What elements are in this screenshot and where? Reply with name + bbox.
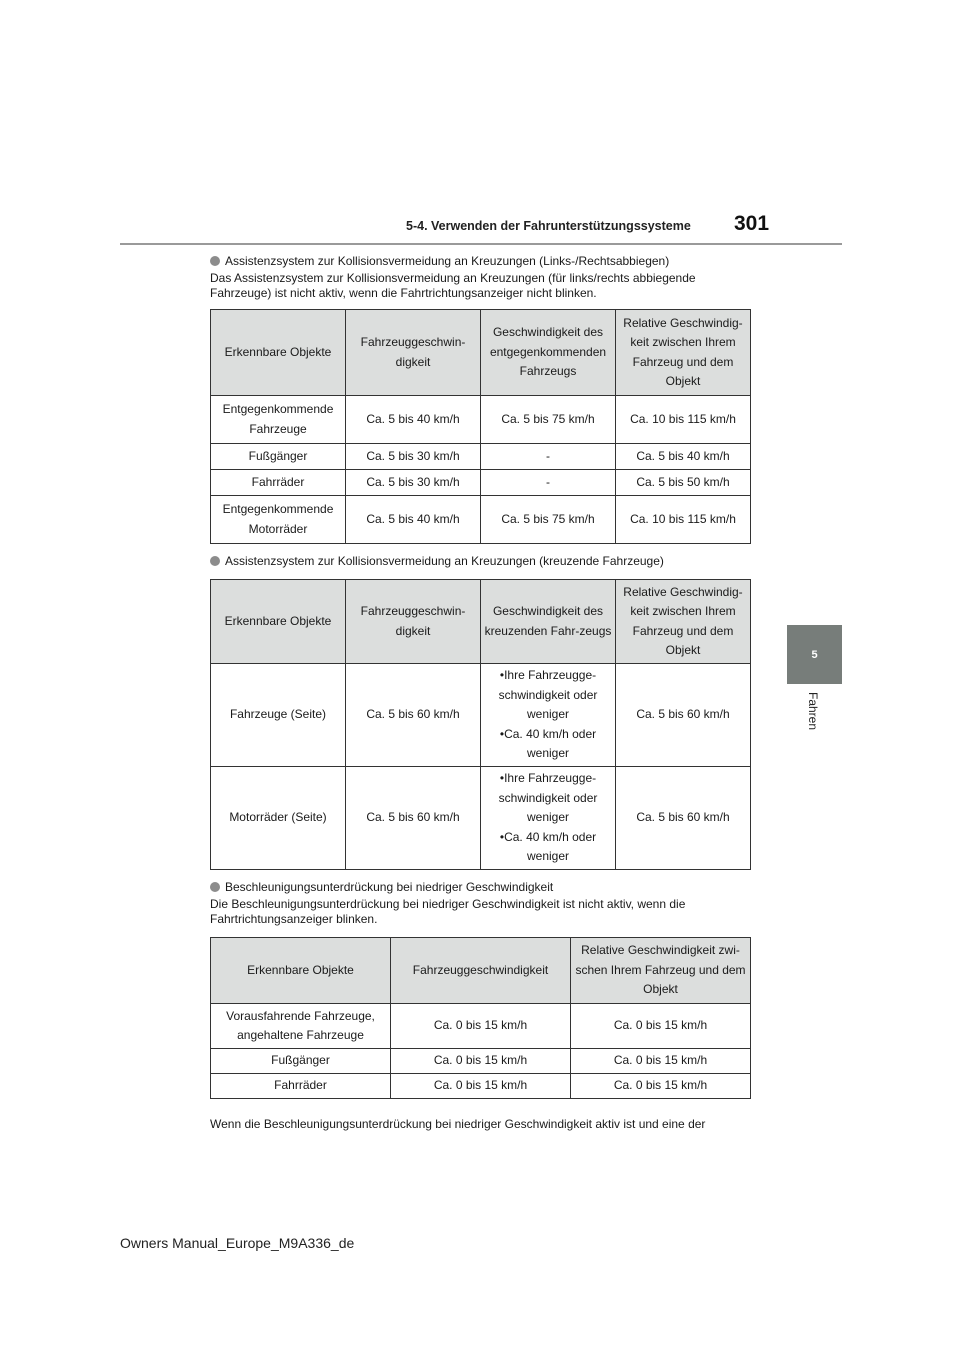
section-heading-acceleration <box>210 879 750 895</box>
condition-list <box>484 769 612 867</box>
closing-paragraph: Wenn die Beschleunigungsunterdrückung bei niedriger Geschwindigkeit aktiv ist und eine der <box>210 1117 706 1131</box>
table-cell: Ca. 0 bis 15 km/h <box>391 1074 571 1099</box>
document-id: Owners Manual_Europe_M9A336_de <box>120 1235 355 1251</box>
table-row <box>211 664 751 767</box>
table-cell: Ca. 0 bis 15 km/h <box>571 1049 751 1074</box>
table-cell: - <box>481 470 616 496</box>
header-cell: Relative Geschwindig-keit zwischen Ihrem Fahrzeug und dem Objekt <box>616 310 751 396</box>
table-row <box>211 767 751 870</box>
crossing-objects-table <box>210 579 751 870</box>
header-cell: Relative Geschwindig-keit zwischen Ihrem Fahrzeug und dem Objekt <box>616 580 751 664</box>
turning-objects-table <box>210 309 751 544</box>
bullet-circle-icon <box>210 256 220 266</box>
table-row <box>211 396 751 444</box>
table-cell: Ca. 5 bis 75 km/h <box>481 496 616 544</box>
table-cell: Ca. 0 bis 15 km/h <box>571 1074 751 1099</box>
table-cell <box>481 664 616 767</box>
table-cell: Fahrräder <box>211 1074 391 1099</box>
header-cell: Fahrzeuggeschwindigkeit <box>391 938 571 1004</box>
header-cell: Relative Geschwindigkeit zwi-schen Ihrem Fahrzeug und dem Objekt <box>571 938 751 1004</box>
bullet-circle-icon <box>210 882 220 892</box>
list-item: • Ca. 40 km/h oder weniger <box>484 725 612 764</box>
table-cell: Ca. 5 bis 60 km/h <box>346 664 481 767</box>
table-cell <box>481 767 616 870</box>
table-row <box>211 1074 751 1099</box>
chapter-label: Fahren <box>806 692 820 731</box>
heading-text: Assistenzsystem zur Kollisionsvermeidung an Kreuzungen (Links-/Rechtsabbiegen) <box>225 254 670 268</box>
table-cell: Ca. 0 bis 15 km/h <box>391 1049 571 1074</box>
table-cell: Ca. 10 bis 115 km/h <box>616 396 751 444</box>
acceleration-objects-table <box>210 937 751 1099</box>
table-cell: Ca. 5 bis 60 km/h <box>616 767 751 870</box>
table-cell: Ca. 10 bis 115 km/h <box>616 496 751 544</box>
table-cell: Ca. 5 bis 30 km/h <box>346 470 481 496</box>
table-cell: Ca. 5 bis 50 km/h <box>616 470 751 496</box>
section-heading-crossing <box>210 553 750 569</box>
header-cell: Erkennbare Objekte <box>211 310 346 396</box>
table-cell: Ca. 5 bis 40 km/h <box>346 396 481 444</box>
table-cell: Ca. 5 bis 60 km/h <box>616 664 751 767</box>
table-cell: Ca. 0 bis 15 km/h <box>391 1004 571 1049</box>
condition-list <box>484 666 612 764</box>
table-cell: Entgegenkommende Fahrzeuge <box>211 396 346 444</box>
header-cell: Fahrzeuggeschwin-digkeit <box>346 580 481 664</box>
chapter-number: 5 <box>811 648 818 661</box>
table-cell: Ca. 0 bis 15 km/h <box>571 1004 751 1049</box>
header-cell: Geschwindigkeit des entgegenkommenden Fahrzeugs <box>481 310 616 396</box>
table-cell: Fahrräder <box>211 470 346 496</box>
header-cell: Erkennbare Objekte <box>211 938 391 1004</box>
heading-text: Assistenzsystem zur Kollisionsvermeidung an Kreuzungen (kreuzende Fahrzeuge) <box>225 554 664 568</box>
table-row <box>211 444 751 470</box>
section-heading-turning <box>210 253 750 269</box>
table-cell: - <box>481 444 616 470</box>
section-description: Die Beschleunigungsunterdrückung bei niedriger Geschwindigkeit ist nicht aktiv, wenn die Fahrtrichtungsanzeiger blinken. <box>210 897 686 926</box>
table-header-row <box>211 580 751 664</box>
heading-text: Beschleunigungsunterdrückung bei niedriger Geschwindigkeit <box>225 880 554 894</box>
table-row <box>211 470 751 496</box>
table-cell: Ca. 5 bis 75 km/h <box>481 396 616 444</box>
table-row <box>211 1049 751 1074</box>
header-cell: Fahrzeuggeschwin-digkeit <box>346 310 481 396</box>
table-cell: Fußgänger <box>211 1049 391 1074</box>
page-content <box>210 253 750 1144</box>
table-cell: Vorausfahrende Fahrzeuge, angehaltene Fahrzeuge <box>211 1004 391 1049</box>
list-item: • Ihre Fahrzeugge-schwindigkeit oder weniger <box>484 666 612 725</box>
table-cell: Fahrzeuge (Seite) <box>211 664 346 767</box>
table-cell: Ca. 5 bis 40 km/h <box>346 496 481 544</box>
table-cell: Ca. 5 bis 60 km/h <box>346 767 481 870</box>
bullet-circle-icon <box>210 556 220 566</box>
table-cell: Ca. 5 bis 30 km/h <box>346 444 481 470</box>
section-title: 5-4. Verwenden der Fahrunterstützungssysteme <box>406 219 691 233</box>
table-row <box>211 1004 751 1049</box>
header-cell: Erkennbare Objekte <box>211 580 346 664</box>
section-description: Das Assistenzsystem zur Kollisionsvermeidung an Kreuzungen (für links/rechts abbiegende Fahrzeuge) ist nicht aktiv, wenn die Fahrtrichtungsanzeiger nicht blinken. <box>210 271 696 300</box>
header-divider <box>120 243 842 245</box>
table-cell: Ca. 5 bis 40 km/h <box>616 444 751 470</box>
list-item: • Ca. 40 km/h oder weniger <box>484 828 612 867</box>
chapter-tab[interactable] <box>787 625 842 684</box>
table-header-row <box>211 938 751 1004</box>
table-header-row <box>211 310 751 396</box>
page-number: 301 <box>734 212 770 235</box>
list-item: • Ihre Fahrzeugge-schwindigkeit oder weniger <box>484 769 612 828</box>
table-cell: Entgegenkommende Motorräder <box>211 496 346 544</box>
table-cell: Motorräder (Seite) <box>211 767 346 870</box>
table-cell: Fußgänger <box>211 444 346 470</box>
header-cell: Geschwindigkeit des kreuzenden Fahr-zeugs <box>481 580 616 664</box>
table-row <box>211 496 751 544</box>
